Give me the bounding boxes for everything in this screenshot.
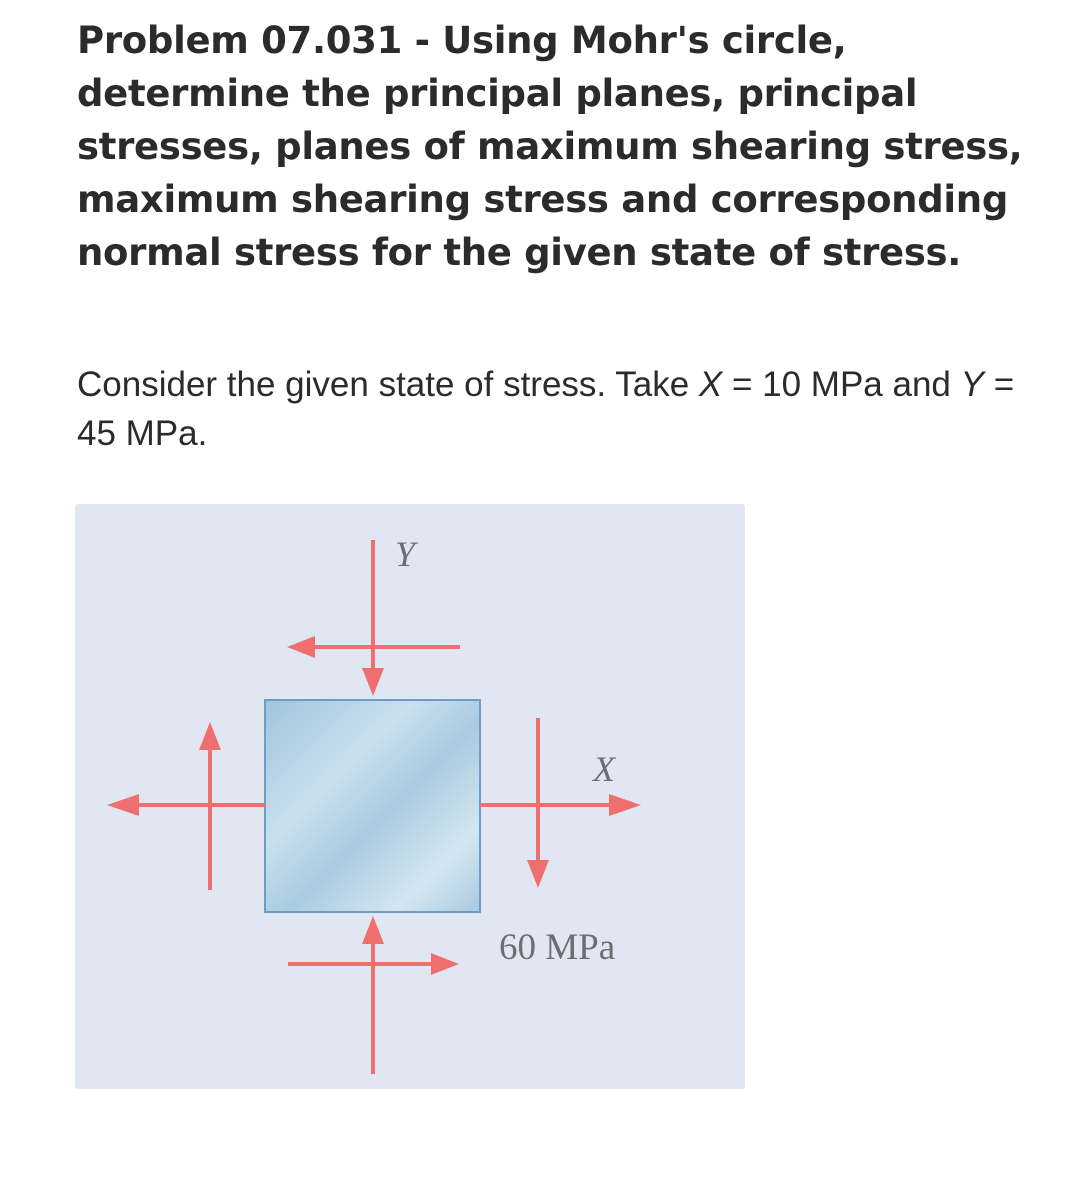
left-normal-arrowhead [107,794,139,816]
y-value: = 45 MPa. [77,365,1015,453]
right-shear-arrowhead [527,860,549,888]
problem-statement [77,360,1057,458]
problem-title: Problem 07.031 - Using Mohr's circle, determine the principal planes, principal stresses, planes of maximum shearing stress, maximum shearing stress and corresponding normal stress for the given state of stress. [77,19,1023,274]
stress-element-square [265,700,480,912]
shear-stress-label: 60 MPa [499,927,616,968]
y-variable: Y [960,365,984,404]
statement-intro: Consider the given state of stress. Take [77,365,699,404]
x-variable: X [698,365,723,404]
top-normal-arrowhead [362,668,384,696]
right-normal-arrowhead [609,794,641,816]
bottom-shear-arrowhead [431,953,459,975]
stress-element-diagram [75,504,745,1089]
x-value: = 10 MPa and [722,365,961,404]
stress-element-figure [75,504,745,1089]
y-axis-label: Y [395,534,416,574]
bottom-normal-arrowhead [362,916,384,944]
x-axis-label: X [593,749,615,789]
left-shear-arrowhead [199,722,221,750]
top-shear-arrowhead [287,636,315,658]
